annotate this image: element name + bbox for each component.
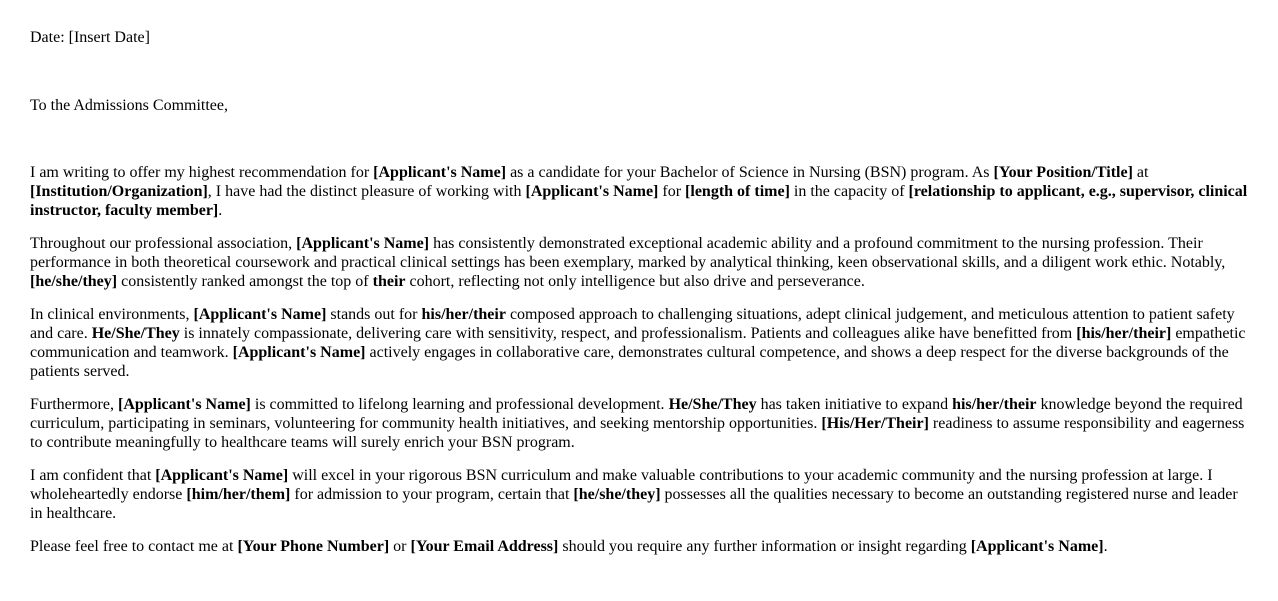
body-text: composed approach to challenging situations, adept clinical judgement, and meticulous attention to patient safety and care. bbox=[30, 306, 1235, 342]
date-line: Date: [Insert Date] bbox=[30, 29, 150, 46]
body-text: empathetic communication and teamwork. bbox=[30, 325, 1246, 361]
body-text: I am confident that bbox=[30, 467, 156, 484]
body-text: In clinical environments, bbox=[30, 306, 194, 323]
body-text: cohort, reflecting not only intelligence but also drive and perseverance. bbox=[405, 273, 865, 290]
salutation: To the Admissions Committee, bbox=[30, 97, 228, 114]
body-text: I am writing to offer my highest recommendation for bbox=[30, 164, 374, 181]
placeholder-text: [Your Position/Title] bbox=[993, 164, 1133, 181]
letter-paragraph bbox=[30, 163, 1248, 220]
placeholder-text: [Applicant's Name] bbox=[525, 183, 659, 200]
placeholder-text: [his/her/their] bbox=[1076, 325, 1172, 342]
body-text: should you require any further information or insight regarding bbox=[558, 538, 971, 555]
letter-paragraph bbox=[30, 395, 1248, 452]
body-text: at bbox=[1132, 164, 1149, 181]
body-text: possesses all the qualities necessary to become an outstanding registered nurse and leader in healthcare. bbox=[30, 486, 1238, 522]
placeholder-text: [Applicant's Name] bbox=[193, 306, 327, 323]
placeholder-text: He/She/They bbox=[91, 325, 180, 342]
placeholder-text: [Applicant's Name] bbox=[155, 467, 289, 484]
placeholder-text: [him/her/them] bbox=[186, 486, 291, 503]
letter-paragraph bbox=[30, 466, 1248, 523]
body-text: Furthermore, bbox=[30, 396, 118, 413]
placeholder-text: [he/she/they] bbox=[30, 273, 118, 290]
placeholder-text: [Your Email Address] bbox=[410, 538, 559, 555]
placeholder-text: He/She/They bbox=[668, 396, 757, 413]
placeholder-text: [Your Phone Number] bbox=[237, 538, 390, 555]
body-text: for bbox=[658, 183, 686, 200]
body-text: consistently ranked amongst the top of bbox=[117, 273, 373, 290]
letter-body bbox=[30, 163, 1248, 556]
placeholder-text: [Applicant's Name] bbox=[117, 396, 251, 413]
placeholder-text: [Applicant's Name] bbox=[373, 164, 507, 181]
body-text: . bbox=[1103, 538, 1108, 555]
placeholder-text: [Institution/Organization] bbox=[30, 183, 208, 200]
body-text: actively engages in collaborative care, demonstrates cultural competence, and shows a deep respect for the diverse backgrounds of the patients served. bbox=[30, 344, 1229, 380]
placeholder-text: his/her/their bbox=[952, 396, 1037, 413]
body-text: readiness to assume responsibility and eagerness to contribute meaningfully to healthcare teams will surely enrich your BSN program. bbox=[30, 415, 1245, 451]
placeholder-text: [he/she/they] bbox=[573, 486, 661, 503]
body-text: will excel in your rigorous BSN curriculum and make valuable contributions to your academic community and the nursing profession at large. I wholeheartedly endorse bbox=[30, 467, 1213, 503]
placeholder-text: [His/Her/Their] bbox=[821, 415, 929, 432]
body-text: Throughout our professional association, bbox=[30, 235, 297, 252]
body-text: stands out for bbox=[326, 306, 422, 323]
body-text: for admission to your program, certain that bbox=[290, 486, 574, 503]
placeholder-text: [Applicant's Name] bbox=[970, 538, 1104, 555]
letter-paragraph bbox=[30, 305, 1248, 381]
letter-paragraph bbox=[30, 234, 1248, 291]
body-text: . bbox=[218, 202, 223, 219]
body-text: , I have had the distinct pleasure of working with bbox=[207, 183, 526, 200]
body-text: is innately compassionate, delivering care with sensitivity, respect, and professionalism. Patients and colleagues alike have benefitted from bbox=[179, 325, 1077, 342]
body-text: as a candidate for your Bachelor of Science in Nursing (BSN) program. As bbox=[506, 164, 994, 181]
placeholder-text: [Applicant's Name] bbox=[232, 344, 366, 361]
placeholder-text: [length of time] bbox=[685, 183, 790, 200]
letter-paragraph bbox=[30, 537, 1248, 556]
body-text: Please feel free to contact me at bbox=[30, 538, 238, 555]
placeholder-text: their bbox=[372, 273, 406, 290]
placeholder-text: his/her/their bbox=[421, 306, 506, 323]
body-text: in the capacity of bbox=[789, 183, 909, 200]
body-text: knowledge beyond the required curriculum, participating in seminars, volunteering for community health initiatives, and seeking mentorship opportunities. bbox=[30, 396, 1243, 432]
body-text: is committed to lifelong learning and professional development. bbox=[250, 396, 669, 413]
placeholder-text: [relationship to applicant, e.g., supervisor, clinical instructor, faculty member] bbox=[30, 183, 1248, 219]
body-text: has taken initiative to expand bbox=[756, 396, 953, 413]
placeholder-text: [Applicant's Name] bbox=[296, 235, 430, 252]
body-text: or bbox=[389, 538, 411, 555]
body-text: has consistently demonstrated exceptional academic ability and a profound commitment to the nursing profession. Their performance in both theoretical coursework and practical clinical settings has been exemplary, marked by analytical thinking, keen observational skills, and a diligent work ethic. Notably, bbox=[30, 235, 1226, 271]
